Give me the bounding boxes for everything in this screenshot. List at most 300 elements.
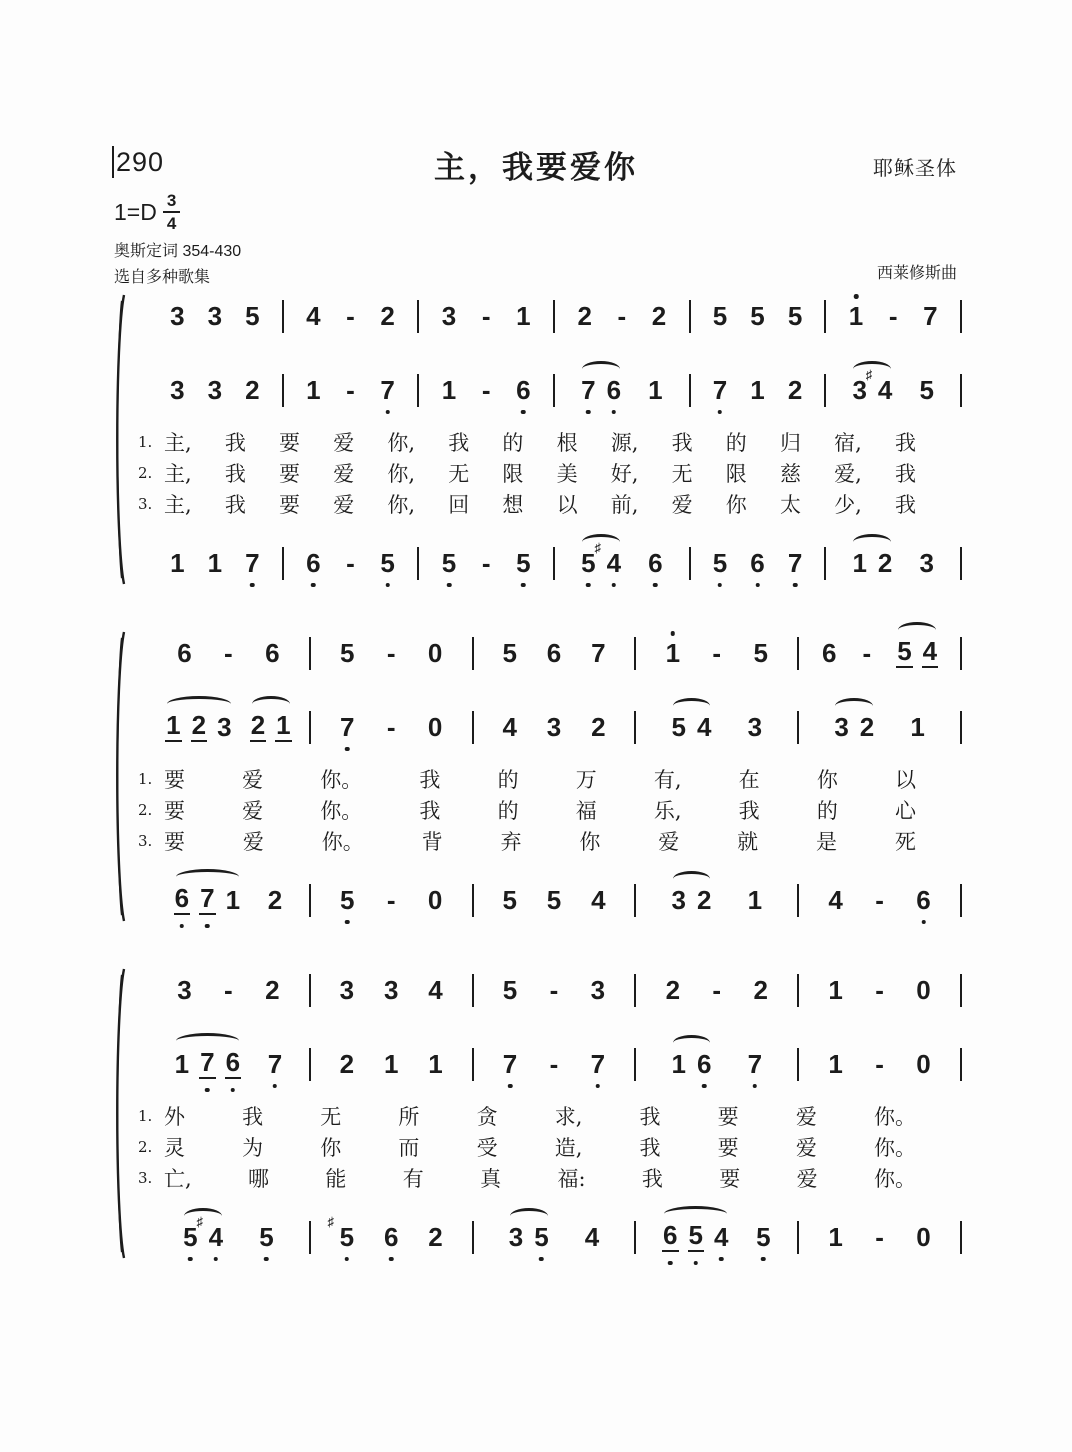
note-number: 2 [380, 301, 395, 331]
lyric-cells [164, 1163, 962, 1193]
measure [691, 550, 825, 576]
lyric-syllable: 我 [639, 1135, 661, 1160]
key-text: 1=D [114, 198, 157, 225]
dash-token [384, 887, 399, 913]
note-token [752, 640, 768, 666]
slur-group [174, 1049, 241, 1079]
note-number: 5 [502, 885, 517, 915]
note-token [383, 1051, 399, 1077]
measure [419, 550, 553, 576]
lyric-syllable: 你。 [873, 1104, 916, 1129]
note-number: 4 [922, 636, 938, 666]
note-number: 4 [306, 301, 321, 331]
octave-dot-low [345, 920, 350, 925]
note-token [508, 1224, 524, 1250]
note-token [267, 1051, 283, 1077]
lyric-syllable: 爱 [333, 461, 355, 486]
verse-number: 1. [138, 769, 153, 788]
note-token [787, 303, 803, 329]
measure [474, 977, 635, 1003]
note-number: 7 [200, 1047, 215, 1077]
note-number: 0 [427, 885, 443, 915]
note-number: 2 [339, 1049, 355, 1079]
octave-dot-low [389, 1257, 394, 1262]
note-number: 1 [516, 301, 531, 331]
note-number: 7 [787, 548, 803, 578]
lyric-cells [164, 795, 962, 825]
note-number: 3 [508, 1222, 524, 1252]
composer-credit: 西莱修斯曲 [876, 265, 957, 282]
note-token [590, 887, 606, 913]
note-number: 2 [696, 885, 712, 915]
note-token [501, 714, 517, 740]
measure [148, 712, 309, 742]
note-number: 6 [606, 375, 622, 405]
measure [555, 377, 689, 403]
note-token [199, 1049, 215, 1079]
lyric-syllable: 你 [320, 1135, 342, 1160]
measure [826, 367, 960, 405]
lyrics-line [134, 457, 962, 488]
note-number: 7 [581, 375, 596, 405]
note-token [712, 550, 728, 576]
lyric-syllable: 源, [610, 430, 639, 455]
note-token [264, 640, 280, 666]
alto-line [134, 703, 962, 751]
note-token [275, 712, 291, 742]
lyric-syllable: 我 [224, 430, 246, 455]
note-number: 7 [380, 375, 395, 405]
note-number: 7 [591, 638, 606, 668]
octave-dot-low [753, 1084, 758, 1089]
octave-dot-low [693, 1261, 698, 1266]
octave-dot-low [205, 1088, 210, 1093]
measure [148, 885, 309, 915]
octave-dot-low [539, 1257, 544, 1262]
soprano-line [134, 292, 962, 340]
lyric-syllable: 限 [725, 461, 747, 486]
slur-group [250, 712, 292, 742]
note-number: 2 [591, 712, 606, 742]
lyrics-block [134, 1100, 962, 1193]
note-number: 2 [665, 975, 681, 1005]
note-number: 2 [753, 975, 768, 1005]
dash-token [709, 977, 724, 1003]
note-number: 1 [441, 375, 457, 405]
note-token [427, 1224, 443, 1250]
note-number: - [875, 885, 884, 915]
octave-dot-low [653, 583, 658, 588]
note-token [174, 885, 190, 915]
lyric-syllable: 为 [242, 1135, 264, 1160]
dash-token [872, 977, 887, 1003]
note-number: 5 [688, 1220, 703, 1250]
note-number: 1 [848, 301, 864, 331]
note-number: - [481, 301, 491, 331]
note-number: 6 [750, 548, 765, 578]
note-token [859, 714, 875, 740]
note-number: - [875, 1049, 884, 1079]
note-number: 6 [383, 1222, 399, 1252]
note-number: 5 [581, 548, 596, 578]
note-number: 2 [267, 885, 283, 915]
note-number: 1 [828, 975, 843, 1005]
note-token [305, 303, 321, 329]
note-token [787, 377, 803, 403]
note-number: 6 [648, 548, 663, 578]
note-token [749, 377, 765, 403]
note-number: 6 [822, 638, 837, 668]
octave-dot-low [586, 583, 591, 588]
note-token [696, 887, 712, 913]
system-brace-icon [110, 966, 134, 1261]
lyric-syllable: 我 [639, 1104, 661, 1129]
slur-group [662, 1222, 729, 1252]
note-number: 3 [747, 712, 763, 742]
note-number: 7 [747, 1049, 763, 1079]
lyric-syllable: 爱 [333, 430, 355, 455]
octave-dot-low [596, 1084, 601, 1089]
note-token [922, 638, 938, 668]
note-token [379, 303, 395, 329]
note-number: 1 [428, 1049, 443, 1079]
measure [474, 887, 635, 913]
lyric-syllable: 要 [279, 492, 301, 517]
note-number: 5 [441, 548, 457, 578]
lyric-cells [164, 458, 962, 488]
note-number: 6 [174, 883, 190, 913]
lyric-syllable: 以 [894, 767, 916, 792]
lyric-syllable: 你。 [873, 1135, 916, 1160]
bass-line [134, 876, 962, 924]
lyric-syllable: 万 [575, 767, 597, 792]
note-number: - [712, 638, 722, 668]
note-number: 5 [919, 375, 934, 405]
note-token [647, 377, 663, 403]
note-number: 4 [428, 975, 443, 1005]
note-token [590, 1051, 606, 1077]
note-number: 0 [916, 975, 931, 1005]
lyric-syllable: 求, [554, 1104, 583, 1129]
note-token [169, 303, 185, 329]
dash-token [872, 1224, 887, 1250]
measure [148, 303, 282, 329]
lyric-syllable: 你。 [321, 829, 364, 854]
note-number: 2 [577, 301, 592, 331]
lyric-syllable: 贪 [476, 1104, 498, 1129]
dash-token [886, 303, 901, 329]
slur-group [580, 377, 622, 403]
measure [311, 640, 472, 666]
note-number: - [888, 301, 898, 331]
note-token [502, 1051, 518, 1077]
note-token [747, 714, 763, 740]
octave-dot-low [521, 410, 526, 415]
note-number: 5 [340, 638, 355, 668]
lyric-syllable: 我 [894, 492, 916, 517]
note-token [651, 303, 667, 329]
note-token [821, 640, 837, 666]
note-number: 2 [651, 301, 667, 331]
slur-group [580, 540, 622, 578]
lyric-syllable: 我 [242, 1104, 264, 1129]
measure [799, 638, 960, 668]
slur-group [833, 714, 875, 740]
note-number: 1 [174, 1049, 190, 1079]
slur-group [508, 1224, 550, 1250]
measure [636, 887, 797, 913]
note-number: 5 [750, 301, 765, 331]
note-number: 1 [170, 548, 185, 578]
note-number: 5 [245, 301, 260, 331]
slur-group [896, 638, 938, 668]
lyric-syllable: 有, [653, 767, 682, 792]
note-number: - [875, 1222, 884, 1252]
note-number: 6 [916, 885, 931, 915]
note-number: 4 [584, 1222, 600, 1252]
lyric-syllable: 是 [816, 829, 837, 854]
note-token [755, 1224, 771, 1250]
barline [960, 1048, 962, 1081]
note-number: - [224, 975, 233, 1005]
note-number: - [386, 885, 396, 915]
note-token [427, 977, 443, 1003]
octave-dot-low [612, 410, 617, 415]
octave-dot-low [311, 583, 316, 588]
note-token [515, 377, 531, 403]
rest-token [915, 1051, 931, 1077]
measure [799, 887, 960, 913]
lyric-syllable: 你, [387, 461, 416, 486]
measure [148, 1049, 309, 1079]
note-token [712, 377, 728, 403]
note-number: 2 [250, 710, 266, 740]
note-token [379, 377, 395, 403]
measure [311, 714, 472, 740]
lyric-syllable: 想 [502, 492, 524, 517]
note-number: 5 [712, 301, 728, 331]
octave-dot-low [385, 410, 390, 415]
dash-token [614, 303, 629, 329]
lyric-syllable: 要 [717, 1135, 739, 1160]
octave-dot-low [214, 1257, 219, 1262]
note-token [590, 714, 606, 740]
rest-token [915, 977, 931, 1003]
system-brace-icon [110, 629, 134, 924]
note-number: 3 [852, 375, 867, 405]
lyric-syllable: 的 [497, 798, 519, 823]
note-token [671, 887, 687, 913]
octave-dot-high [854, 294, 859, 299]
note-number: 5 [380, 548, 395, 578]
lyric-syllable: 的 [497, 767, 519, 792]
lyric-syllable: 宿, [834, 430, 862, 455]
verse-number: 3. [138, 831, 153, 850]
slur-group [671, 714, 713, 740]
system-brace-icon [110, 292, 134, 587]
dash-token [546, 977, 561, 1003]
note-token [196, 1214, 224, 1252]
note-number: 1 [828, 1049, 843, 1079]
note-number: - [549, 1049, 559, 1079]
note-token [258, 1224, 274, 1250]
note-number: 1 [276, 710, 291, 740]
note-token [833, 714, 849, 740]
lyrics-line [134, 794, 962, 825]
verse-number: 2. [138, 1137, 153, 1156]
measure [284, 377, 418, 403]
note-number: 3 [671, 885, 686, 915]
bass-line [134, 539, 962, 587]
note-number: - [481, 548, 491, 578]
note-number: 1 [852, 548, 867, 578]
note-token [747, 887, 763, 913]
note-number: 3 [177, 975, 192, 1005]
lyric-syllable: 灵 [164, 1135, 185, 1160]
note-token [827, 1224, 843, 1250]
dash-token [384, 714, 399, 740]
note-number: 7 [340, 712, 355, 742]
dash-token [384, 640, 399, 666]
slur-group [671, 1051, 713, 1077]
measure [555, 303, 689, 329]
note-token [225, 887, 241, 913]
dash-token [872, 1051, 887, 1077]
octave-dot-low [231, 1088, 236, 1093]
dash-token [859, 640, 874, 666]
note-number: 5 [671, 712, 686, 742]
measure [826, 303, 960, 329]
note-number: - [386, 712, 396, 742]
note-number: 5 [712, 548, 728, 578]
note-number: - [617, 301, 627, 331]
note-token [752, 977, 768, 1003]
key-signature [114, 192, 180, 232]
octave-dot-low [447, 583, 452, 588]
lyric-syllable: 外 [164, 1104, 185, 1129]
note-token [546, 640, 562, 666]
note-token [580, 377, 596, 403]
note-token [244, 377, 260, 403]
note-number: 4 [591, 885, 606, 915]
lyric-syllable: 要 [717, 1104, 739, 1129]
note-number: 5 [339, 1222, 355, 1252]
lyrics-line [134, 825, 962, 856]
dash-token [221, 977, 236, 1003]
lyric-syllable: 爱 [658, 829, 680, 854]
note-number: 1 [671, 1049, 686, 1079]
note-number: 0 [427, 638, 443, 668]
lyric-syllable: 你。 [320, 798, 363, 823]
note-token [383, 977, 399, 1003]
measure [284, 303, 418, 329]
lyric-syllable: 要 [164, 798, 185, 823]
note-number: 5 [787, 301, 803, 331]
note-token [339, 714, 355, 740]
measure [555, 540, 689, 578]
octave-dot-low [188, 1257, 193, 1262]
note-token [207, 550, 223, 576]
note-token [787, 550, 803, 576]
note-token [671, 1051, 687, 1077]
dash-token [872, 887, 887, 913]
lyric-cells [164, 764, 962, 794]
lyric-cells [164, 1132, 962, 1162]
note-token [665, 640, 681, 666]
lyric-syllable: 心 [894, 798, 916, 823]
note-number: 5 [340, 885, 355, 915]
dash-token [709, 640, 724, 666]
note-token [546, 714, 562, 740]
note-token [896, 638, 912, 668]
lyric-syllable: 慈 [779, 461, 801, 486]
note-number: 3 [170, 301, 185, 331]
system-content [134, 966, 962, 1261]
lyric-syllable: 我 [894, 430, 916, 455]
lyric-syllable: 我 [224, 461, 246, 486]
note-token [606, 377, 622, 403]
measure [474, 640, 635, 666]
octave-dot-low [180, 924, 185, 929]
measure [474, 1224, 635, 1250]
lyric-syllable: 真 [480, 1166, 502, 1191]
verse-number: 3. [138, 1168, 153, 1187]
measure [474, 1051, 635, 1077]
note-number: 3 [217, 712, 232, 742]
lyric-syllable: 在 [738, 767, 760, 792]
note-number: - [862, 638, 872, 668]
lyric-syllable: 就 [737, 829, 759, 854]
note-number: 3 [339, 975, 355, 1005]
slur-group [851, 367, 893, 405]
sharp-icon: ♯ [865, 367, 873, 382]
measure [284, 550, 418, 576]
note-number: 7 [712, 375, 728, 405]
lyric-syllable: 无 [671, 461, 693, 486]
lyric-syllable: 我 [419, 798, 441, 823]
lyric-syllable: 限 [502, 461, 524, 486]
note-number: 1 [750, 375, 765, 405]
note-number: 1 [665, 638, 681, 668]
note-token [918, 377, 934, 403]
note-number: 0 [916, 1049, 931, 1079]
note-number: 5 [756, 1222, 771, 1252]
lyric-syllable: 我 [224, 492, 246, 517]
note-number: 1 [910, 712, 925, 742]
rest-token [427, 887, 443, 913]
measure [636, 1051, 797, 1077]
barline [960, 300, 962, 333]
lyric-syllable: 主, [164, 430, 192, 455]
octave-dot-low [921, 920, 926, 925]
lyric-syllable: 你。 [874, 1166, 916, 1191]
octave-dot-low [718, 410, 723, 415]
note-token [515, 303, 531, 329]
note-token [165, 712, 181, 742]
note-token [441, 303, 457, 329]
note-number: 3 [441, 301, 457, 331]
note-number: 4 [877, 375, 893, 405]
slur-group [165, 712, 232, 742]
hymn-number-text: 290 [116, 146, 165, 177]
note-number: 3 [546, 712, 562, 742]
barline [960, 711, 962, 744]
alto-line [134, 1040, 962, 1088]
octave-dot-low [702, 1084, 707, 1089]
barline [960, 547, 962, 580]
measure [148, 1214, 309, 1252]
lyric-syllable: 爱 [795, 1135, 817, 1160]
